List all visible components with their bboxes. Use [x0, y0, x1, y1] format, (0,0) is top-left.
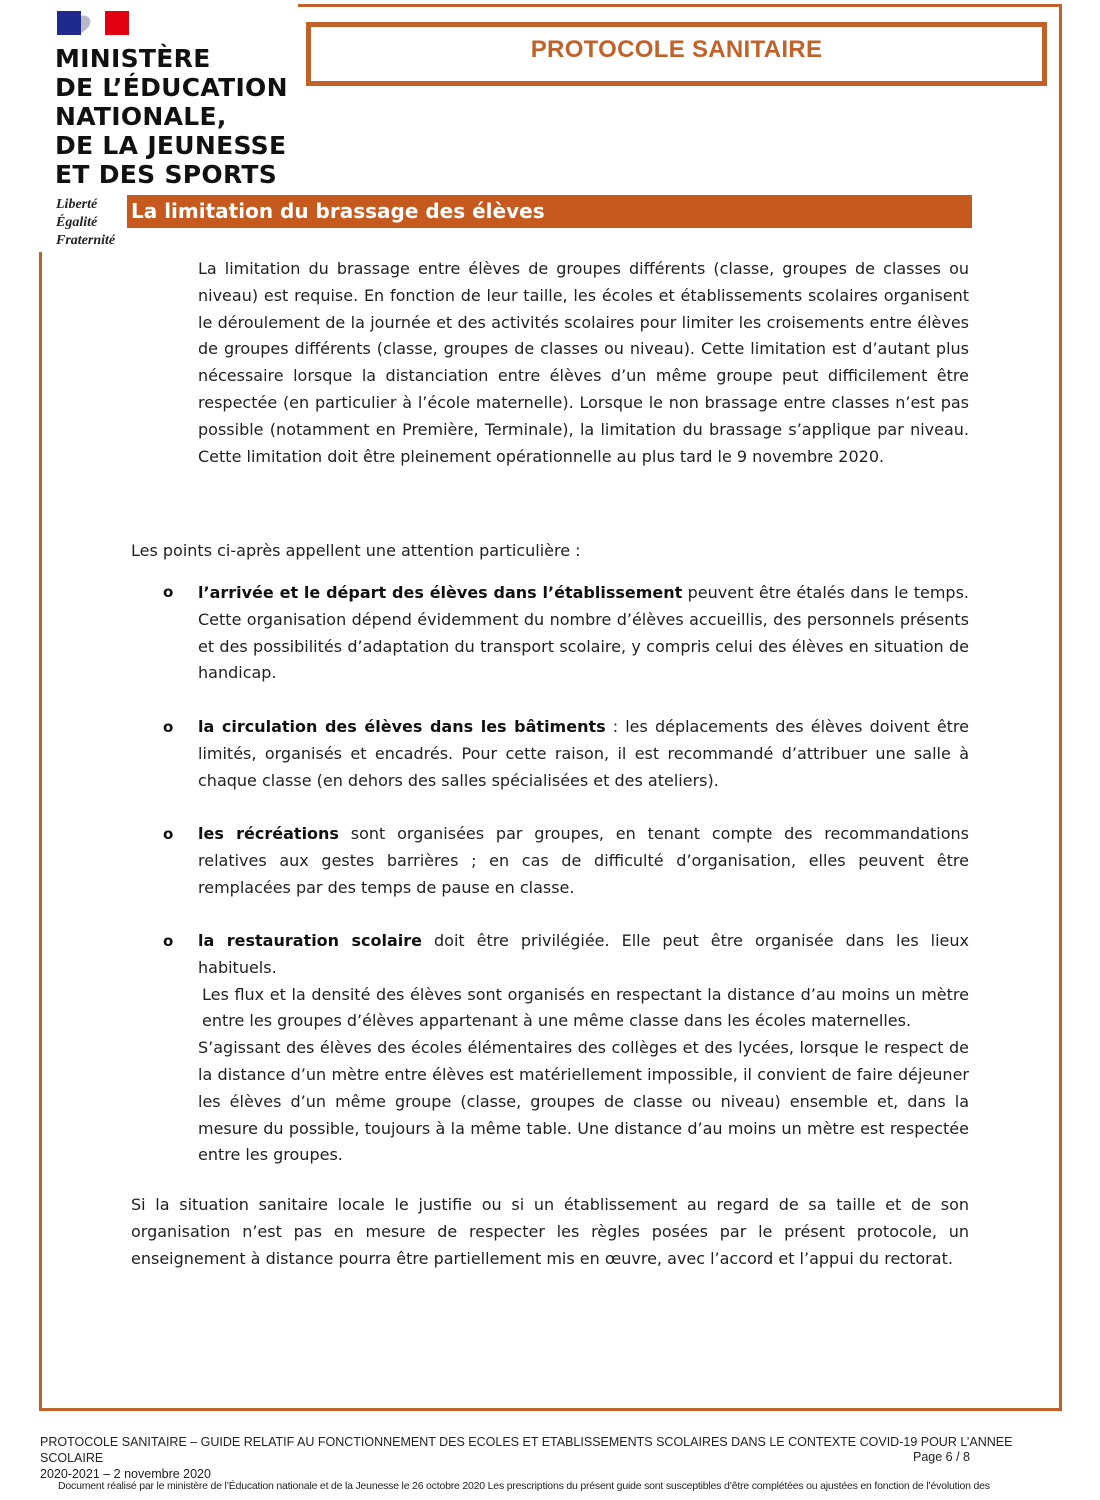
list-item: [198, 714, 969, 794]
list-item-heading: l’arrivée et le départ des élèves dans l’établissement: [198, 583, 683, 602]
document-title-box: [306, 22, 1047, 86]
ministry-line: ET DES SPORTS: [55, 160, 278, 189]
motto-line: Égalité: [56, 215, 98, 230]
paragraph-main: La limitation du brassage entre élèves de groupes différents (classe, groupes de classes ou niveau) est requise. En fonction de leur taille, les écoles et établissements scolaires organisent le déroulement de la journée et des activités scolaires pour limiter les croisements entre élèves de groupes différents (classe, groupes de classes ou niveau). Cette limitation est d’autant plus nécessaire lorsque la distanciation entre élèves d’un même groupe peut difficilement être respectée (en particulier à l’école maternelle). Lorsque le non brassage entre classes n’est pas possible (notamment en Première, Terminale), la limitation du brassage s’applique par niveau. Cette limitation doit être pleinement opérationnelle au plus tard le 9 novembre 2020.: [198, 259, 969, 466]
list-item-heading: la restauration scolaire: [198, 931, 423, 950]
paragraph-closing: Si la situation sanitaire locale le justifie ou si un établissement au regard de sa taille et de son organisation n’est pas en mesure de respecter les règles posées par le présent protocole, un enseignement à distance pourra être partiellement mis en œuvre, avec l’accord et l’appui du rectorat.: [131, 1195, 969, 1268]
bullet-marker: o: [163, 583, 174, 601]
footer-note: Document réalisé par le ministère de l’Éducation nationale et de la Jeunesse le 26 octobre 2020 Les prescriptions du présent guide sont susceptibles d’être complétées ou ajustées en fonction de l’évolution des: [58, 1480, 990, 1492]
list-item-text: : les déplacements des élèves doivent être limités, organisés et encadrés. Pour cette raison, il est recommandé d’attribuer une salle à chaque classe (en dehors des salles spécialisées et des ateliers).: [198, 717, 970, 790]
list-item: [198, 580, 969, 687]
list-item-heading: les récréations: [198, 824, 339, 843]
bullet-marker: o: [163, 825, 174, 843]
ministry-line: MINISTÈRE: [55, 44, 211, 73]
list-item-text-continued: Les flux et la densité des élèves sont organisés en respectant la distance d’au moins un mètre entre les groupes d’élèves appartenant à une même classe dans les écoles maternelles.: [202, 984, 969, 1031]
footer-line: 2020-2021 – 2 novembre 2020: [40, 1467, 211, 1481]
ministry-line: DE LA JEUNESSE: [55, 131, 287, 160]
bullet-marker: o: [163, 718, 174, 736]
footer-title: [40, 1434, 1040, 1482]
list-item-text: peuvent être étalés dans le temps. Cette organisation dépend évidemment du nombre d’élèves accueillis, des personnels présents et des possibilités d’adaptation du transport scolaire, y compris celui des élèves en situation de handicap.: [198, 583, 970, 683]
marianne-flag-logo: [57, 11, 129, 35]
list-item: [198, 928, 969, 1169]
list-item-heading: la circulation des élèves dans les bâtiments: [198, 717, 606, 736]
motto-line: Liberté: [56, 197, 98, 212]
ministry-line: NATIONALE,: [55, 102, 227, 131]
ministry-line: DE L’ÉDUCATION: [55, 73, 288, 102]
list-item-text: doit être privilégiée. Elle peut être organisée dans les lieux habituels.: [198, 931, 969, 977]
paragraph-intro: Les points ci-après appellent une attention particulière :: [131, 541, 581, 560]
republic-motto: [56, 196, 136, 250]
document-title: PROTOCOLE SANITAIRE: [530, 36, 823, 63]
list-item-text-continued: S’agissant des élèves des écoles élémentaires des collèges et des lycées, lorsque le respect de la distance d’un mètre entre élèves est matériellement impossible, il convient de faire déjeuner les élèves d’un même groupe (classe, groupes de classe ou niveau) ensemble et, dans la mesure du possible, toujours à la même table. Une distance d’au moins un mètre est respectée entre les groupes.: [198, 1038, 969, 1165]
footer-line: PROTOCOLE SANITAIRE – GUIDE RELATIF AU FONCTIONNEMENT DES ECOLES ET ETABLISSEMENTS SCOLAIRES DANS LE CONTEXTE COVID-19 POUR L’ANNEE SCOLAIRE: [40, 1435, 1013, 1465]
motto-line: Fraternité: [56, 233, 116, 248]
list-item-text: sont organisées par groupes, en tenant compte des recommandations relatives aux gestes barrières ; en cas de difficulté d’organisation, elles peuvent être remplacées par des temps de pause en classe.: [198, 824, 970, 897]
ministry-name: [55, 44, 305, 189]
page-number: Page 6 / 8: [913, 1450, 970, 1464]
section-heading: La limitation du brassage des élèves: [127, 195, 972, 228]
list-item: [198, 821, 969, 901]
bullet-marker: o: [163, 932, 174, 950]
